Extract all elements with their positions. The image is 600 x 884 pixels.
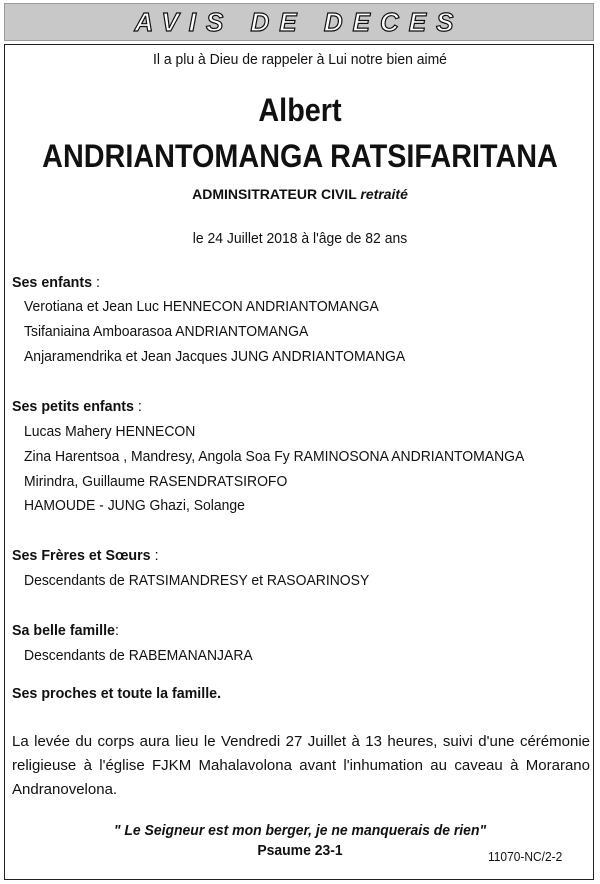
deceased-title-main: ADMINSITRATEUR CIVIL [192, 186, 357, 202]
death-date-line: le 24 Juillet 2018 à l'âge de 82 ans [192, 230, 408, 247]
section-heading-freres-soeurs [12, 547, 159, 564]
notice-reference-number: 11070-NC/2-2 [488, 849, 563, 864]
list-item: Mirindra, Guillaume RASENDRATSIROFO [24, 473, 288, 490]
section-heading-proches [12, 685, 221, 702]
intro-text: Il a plu à Dieu de rappeler à Lui notre bien aimé [153, 51, 447, 68]
list-item: Tsifaniaina Amboarasoa ANDRIANTOMANGA [24, 323, 309, 340]
list-item: Verotiana et Jean Luc HENNECON ANDRIANTOMANGA [24, 298, 379, 315]
section-heading-label: Ses enfants [12, 274, 92, 291]
deceased-surname: ANDRIANTOMANGA RATSIFARITANA [42, 138, 558, 174]
list-item: Zina Harentsoa , Mandresy, Angola Soa Fy RAMINOSONA ANDRIANTOMANGA [24, 448, 525, 465]
deceased-title [0, 186, 600, 202]
list-item: Lucas Mahery HENNECON [24, 423, 196, 440]
notice-title: AVIS DE DECES [134, 6, 464, 37]
section-heading-colon: : [91, 274, 100, 291]
list-item: HAMOUDE - JUNG Ghazi, Solange [24, 497, 245, 514]
deceased-first-name: Albert [258, 92, 342, 128]
list-item: Anjaramendrika et Jean Jacques JUNG ANDRIANTOMANGA [24, 348, 406, 365]
section-heading-label: Ses Frères et Sœurs [12, 547, 151, 564]
ceremony-paragraph [12, 730, 590, 802]
section-heading-label: Sa belle famille [12, 622, 115, 639]
section-heading-colon: : [114, 622, 119, 639]
scripture-reference: Psaume 23-1 [257, 842, 343, 859]
section-heading-label: Ses petits enfants [12, 398, 134, 415]
ceremony-text: La levée du corps aura lieu le Vendredi 27 Juillet à 13 heures, suivi d'une cérémonie religieuse à l'église FJKM Mahalavolona avant l'inhumation au caveau à Morarano Andranovelona. [12, 733, 590, 798]
section-heading-label: Ses proches et toute la famille. [12, 685, 222, 702]
list-item: Descendants de RATSIMANDRESY et RASOARINOSY [24, 572, 370, 589]
section-heading-enfants [12, 274, 100, 291]
section-heading-belle-famille [12, 622, 119, 639]
section-heading-colon: : [133, 398, 142, 415]
section-heading-colon: : [150, 547, 159, 564]
scripture-quote: " Le Seigneur est mon berger, je ne manquerais de rien" [113, 822, 487, 839]
section-heading-petits-enfants [12, 398, 142, 415]
header-banner [4, 3, 594, 41]
list-item: Descendants de RABEMANANJARA [24, 647, 253, 664]
deceased-title-suffix: retraité [360, 186, 408, 202]
